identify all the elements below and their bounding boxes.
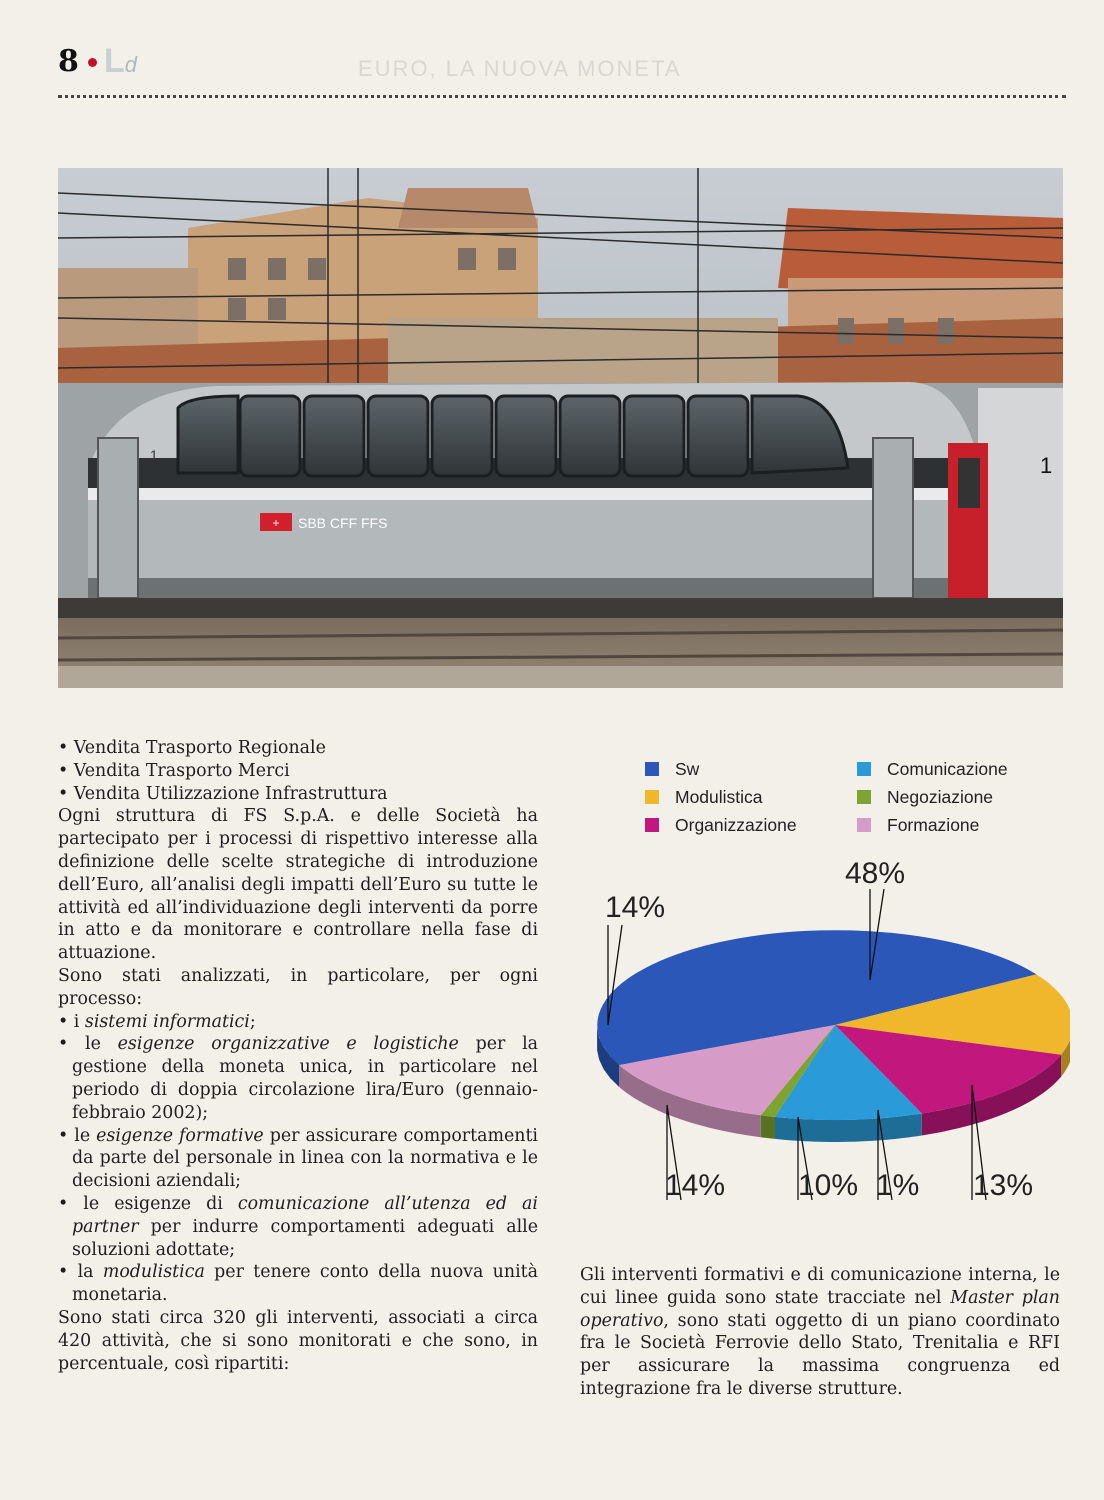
page-header <box>58 40 1068 90</box>
list-item: • Vendita Utilizzazione Infrastruttura <box>58 783 388 804</box>
pie-label-organizzazione: 14% <box>665 1169 726 1202</box>
pie-chart <box>570 855 1070 1225</box>
legend-swatch <box>645 762 659 776</box>
list-item: • le esigenze di comunicazione all’utenza ed ai partner per indurre comportamenti adeguati alle soluzioni adottate; <box>58 1193 538 1260</box>
svg-text:+: + <box>272 516 280 530</box>
logo-sub: d <box>124 52 138 77</box>
train-photo <box>58 168 1063 688</box>
list-item: • i sistemi informatici; <box>58 1011 256 1032</box>
list-item: • Vendita Trasporto Regionale <box>58 738 326 758</box>
car-logo-text: SBB CFF FFS <box>298 515 388 531</box>
right-column-text <box>580 1264 1060 1401</box>
pie-label-formazione: 13% <box>973 1169 1034 1202</box>
paragraph: Ogni struttura di FS S.p.A. e delle Società ha partecipato per i processi di rispettivo interesse alla definizione delle scelte strategiche di introduzione dell’Euro, all’analisi degli impatti dell’Euro su tutte le attività ed all’individuazione degli interventi da porre in atto e da monitorare e controllare nella fase di attuazione. <box>58 806 538 964</box>
logo-main: L <box>104 42 125 80</box>
page-number: 8 <box>58 44 79 79</box>
legend-swatch <box>857 818 871 832</box>
class-mark-right: 1 <box>1040 453 1053 478</box>
list-item: • le esigenze formative per assicurare comportamenti da parte del personale in linea con la normativa e le decisioni aziendali; <box>58 1125 538 1192</box>
legend-swatch <box>645 818 659 832</box>
bleed-through-heading: EURO, LA NUOVA MONETA <box>358 56 682 81</box>
legend-swatch <box>857 762 871 776</box>
magazine-logo <box>104 42 137 81</box>
pie-label-modulistica: 14% <box>605 891 666 924</box>
header-bullet-dot <box>88 58 97 67</box>
pie-slice-side-negoziazione <box>761 1115 775 1139</box>
list-item: • Vendita Trasporto Merci <box>58 760 290 781</box>
legend-swatch <box>645 790 659 804</box>
class-mark-left: 1 <box>150 447 158 463</box>
pie-label-comunicazione: 10% <box>798 1169 859 1202</box>
list-item: • le esigenze organizzative e logistiche per la gestione della moneta unica, in particolare nel periodo di doppia circolazione lira/Euro (gennaio-febbraio 2002); <box>58 1034 539 1123</box>
paragraph: Sono stati analizzati, in particolare, per ogni processo: <box>58 965 538 1009</box>
left-column-text <box>58 737 538 1375</box>
pie-label-negoziazione: 1% <box>876 1169 920 1202</box>
legend-swatch <box>857 790 871 804</box>
header-dotted-rule <box>58 95 1066 98</box>
paragraph: Sono stati circa 320 gli interventi, associati a circa 420 attività, che si sono monitorati e che sono, in percentuale, così ripartiti: <box>58 1307 538 1374</box>
pie-label-sw: 48% <box>845 857 906 890</box>
list-item: • la modulistica per tenere conto della nuova unità monetaria. <box>58 1262 539 1306</box>
paragraph: Gli interventi formativi e di comunicazione interna, le cui linee guida sono state tracciate nel Master plan operativo, sono stati oggetto di un piano coordinato fra le Società Ferrovie dello Stato, Trenitalia e RFI per assicurare la massima congruenza ed integrazione fra le diverse strutture. <box>580 1265 1060 1399</box>
